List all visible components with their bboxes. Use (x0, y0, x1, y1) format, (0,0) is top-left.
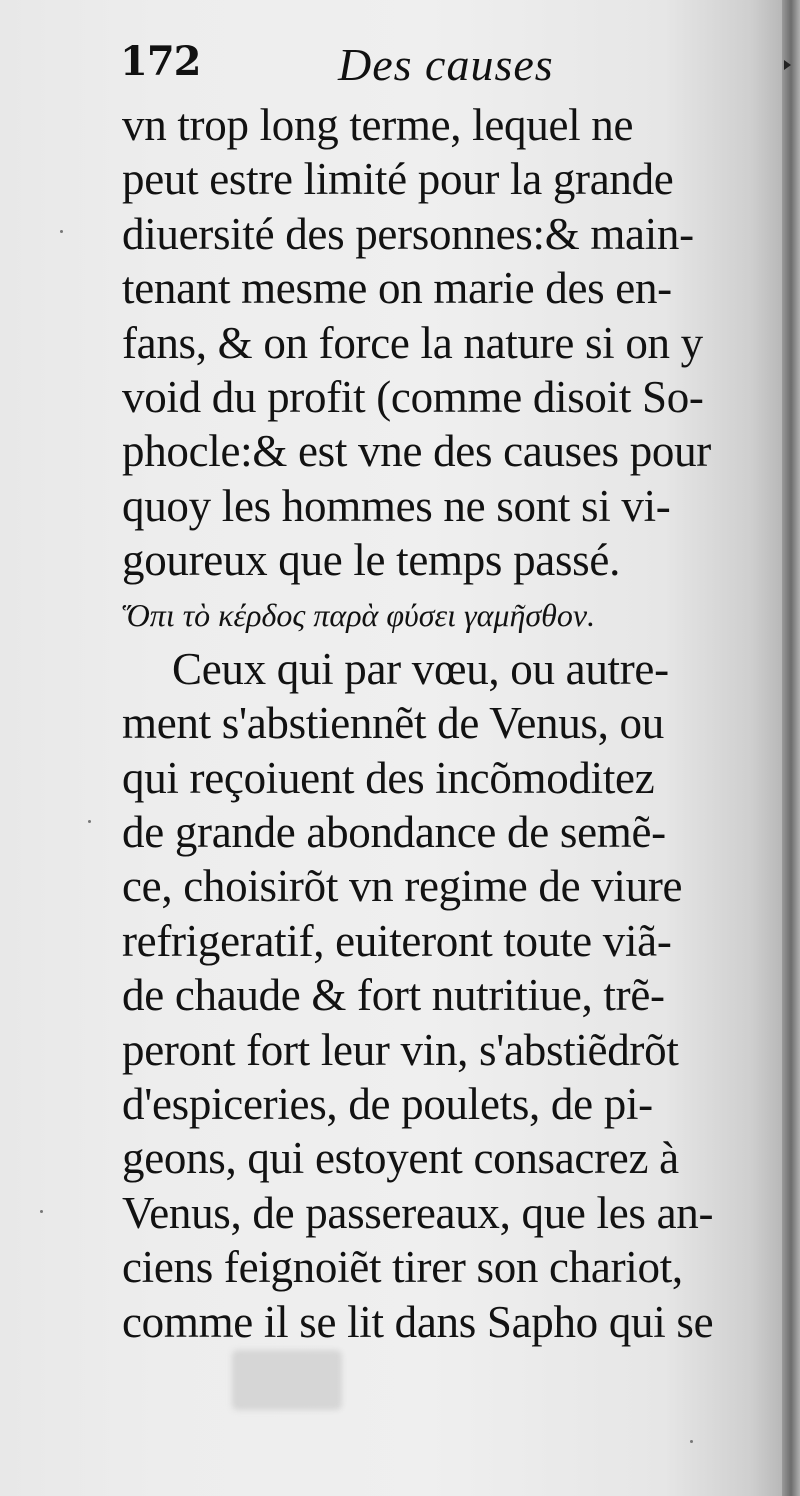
text-line: vn trop long terme, lequel ne (122, 100, 634, 150)
text-line: quoy les hommes ne sont si vi- (122, 480, 671, 531)
text-line: ment s'abstiennẽt de Venus, ou (122, 698, 664, 749)
text-line: peut estre limité pour la grande (122, 154, 674, 205)
text-line: phocle:& est vne des causes pour (122, 426, 711, 477)
paper-speck (690, 1440, 693, 1443)
text-line: comme il se lit dans Sapho qui se (122, 1296, 714, 1347)
text-line: de chaude & fort nutritiue, trẽ- (122, 970, 665, 1021)
text-line: fans, & on force la nature si on y (122, 317, 703, 368)
page-binding-edge (782, 0, 800, 1496)
paragraph-start-line: Ceux qui par vœu, ou autre- (172, 643, 669, 694)
paper-speck (40, 1210, 43, 1213)
text-line: peront fort leur vin, s'abstiẽdrõt (122, 1024, 679, 1075)
greek-quotation: Ὅπι τὸ κέρδος παρὰ φύσει γαμῆσθον. (122, 596, 596, 633)
text-line: refrigeratif, euiteront toute viã- (122, 915, 672, 966)
text-line: ciens feignoiẽt tirer son chariot, (122, 1242, 683, 1293)
body-text (122, 98, 772, 1349)
text-line: goureux que le temps passé. (122, 535, 621, 586)
paper-speck (88, 820, 91, 823)
page-number: 172 (120, 38, 201, 85)
text-line: Venus, de passereaux, que les an- (122, 1187, 714, 1238)
running-title: Des causes (338, 39, 554, 90)
paper-speck (60, 230, 63, 233)
text-line: de grande abondance de semẽ- (122, 807, 666, 858)
text-line: geons, qui estoyent consacrez à (122, 1133, 679, 1184)
edge-marker-icon (784, 60, 791, 70)
text-line: diuersité des personnes:& main- (122, 208, 694, 259)
text-line: void du profit (comme disoit So- (122, 371, 704, 422)
text-line: d'espiceries, de poulets, de pi- (122, 1079, 653, 1130)
page-header (120, 38, 760, 98)
text-line: qui reçoiuent des incõmoditez (122, 752, 655, 803)
text-line: tenant mesme on marie des en- (122, 263, 672, 314)
ink-bleed-stain (232, 1350, 342, 1410)
text-line: ce, choisirõt vn regime de viure (122, 861, 683, 912)
